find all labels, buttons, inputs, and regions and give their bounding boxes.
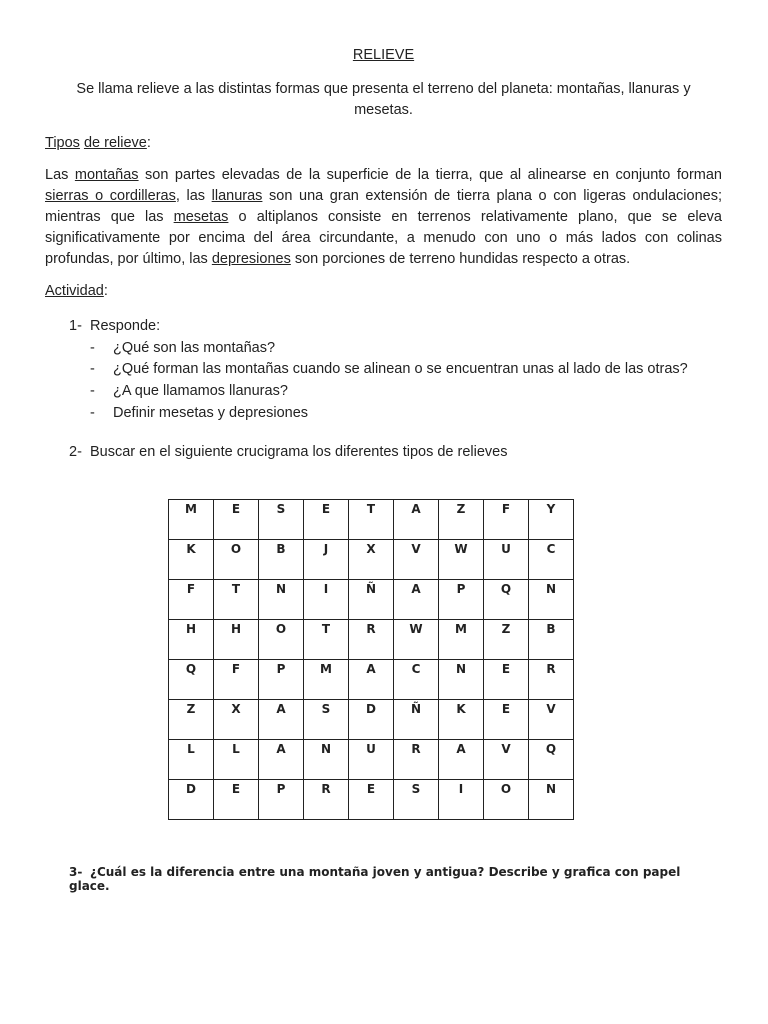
grid-cell: W — [394, 620, 439, 660]
de-relieve-word: de relieve — [83, 135, 147, 151]
tipos-heading — [45, 135, 151, 151]
grid-cell: A — [394, 580, 439, 620]
grid-cell: H — [169, 620, 214, 660]
grid-cell: M — [169, 500, 214, 540]
list-item — [69, 403, 719, 425]
grid-cell: N — [529, 580, 574, 620]
grid-cell: O — [259, 620, 304, 660]
grid-cell: A — [259, 700, 304, 740]
grid-cell: Q — [529, 740, 574, 780]
grid-row — [169, 500, 574, 540]
grid-cell: H — [214, 620, 259, 660]
question-3 — [69, 865, 719, 893]
grid-cell: P — [439, 580, 484, 620]
grid-cell: A — [394, 500, 439, 540]
grid-cell: C — [529, 540, 574, 580]
grid-cell: Z — [439, 500, 484, 540]
dash-bullet: - — [90, 361, 95, 378]
grid-cell: N — [259, 580, 304, 620]
grid-cell: V — [484, 740, 529, 780]
grid-cell: B — [529, 620, 574, 660]
grid-cell: F — [214, 660, 259, 700]
grid-cell: Z — [169, 700, 214, 740]
grid-cell: S — [259, 500, 304, 540]
actividad-word: Actividad — [45, 283, 104, 299]
question-label: Buscar en el siguiente crucigrama los diferentes tipos de relieves — [90, 444, 508, 460]
grid-cell: P — [259, 660, 304, 700]
term-sierras: sierras o cordilleras — [45, 188, 176, 204]
grid-cell: K — [439, 700, 484, 740]
question-2 — [69, 444, 719, 460]
grid-cell: F — [484, 500, 529, 540]
grid-cell: R — [529, 660, 574, 700]
grid-cell: I — [439, 780, 484, 820]
grid-cell: F — [169, 580, 214, 620]
question-1 — [69, 316, 719, 425]
grid-cell: N — [529, 780, 574, 820]
grid-cell: U — [349, 740, 394, 780]
grid-cell: J — [304, 540, 349, 580]
grid-cell: S — [304, 700, 349, 740]
grid-cell: V — [529, 700, 574, 740]
list-item-text: ¿A que llamamos llanuras? — [113, 383, 288, 400]
question-number: 2- — [69, 444, 82, 460]
grid-cell: N — [439, 660, 484, 700]
dash-bullet: - — [90, 404, 95, 421]
paragraph-text: Las — [45, 167, 75, 183]
grid-cell: X — [349, 540, 394, 580]
grid-cell: C — [394, 660, 439, 700]
grid-cell: E — [214, 780, 259, 820]
grid-cell: Ñ — [394, 700, 439, 740]
grid-cell: Ñ — [349, 580, 394, 620]
paragraph-text: son porciones de terreno hundidas respecto a otras. — [290, 251, 631, 267]
grid-cell: T — [214, 580, 259, 620]
grid-row — [169, 740, 574, 780]
grid-cell: D — [349, 700, 394, 740]
actividad-colon: : — [103, 283, 108, 299]
grid-row — [169, 700, 574, 740]
grid-cell: Z — [484, 620, 529, 660]
grid-cell: K — [169, 540, 214, 580]
tipos-word: Tipos — [45, 135, 80, 151]
grid-cell: E — [484, 700, 529, 740]
word-search-grid — [168, 499, 574, 820]
paragraph-text: , las — [175, 188, 212, 204]
grid-cell: E — [484, 660, 529, 700]
grid-cell: P — [259, 780, 304, 820]
grid-cell: L — [169, 740, 214, 780]
grid-cell: E — [349, 780, 394, 820]
list-item-text: ¿Qué forman las montañas cuando se alinean o se encuentran unas al lado de las otras? — [113, 361, 688, 378]
term-mesetas: mesetas — [173, 209, 229, 225]
grid-cell: T — [349, 500, 394, 540]
question-number: 1- — [69, 318, 82, 334]
term-llanuras: llanuras — [211, 188, 263, 204]
grid-row — [169, 540, 574, 580]
grid-cell: M — [304, 660, 349, 700]
question-1-header — [69, 316, 719, 338]
question-label: ¿Cuál es la diferencia entre una montaña joven y antigua? Describe y grafica con papel glace. — [69, 865, 681, 893]
grid-cell: N — [304, 740, 349, 780]
paragraph-text: o altiplanos consiste en terrenos relativamente plano, que se eleva significativamente por encima del área circundante, a menudo con uno o más lados con colinas profundas, por último, las — [45, 209, 722, 267]
grid-cell: Q — [484, 580, 529, 620]
grid-cell: D — [169, 780, 214, 820]
paragraph-text: son una gran extensión de tierra plana o con ligeras ondulaciones; mientras que las — [45, 188, 722, 225]
term-depresiones: depresiones — [211, 251, 291, 267]
question-label: Responde: — [90, 318, 161, 334]
grid-cell: O — [214, 540, 259, 580]
grid-cell: S — [394, 780, 439, 820]
grid-cell: Y — [529, 500, 574, 540]
actividad-heading — [45, 283, 108, 299]
grid-cell: O — [484, 780, 529, 820]
grid-cell: V — [394, 540, 439, 580]
grid-row — [169, 780, 574, 820]
grid-cell: E — [214, 500, 259, 540]
grid-cell: R — [349, 620, 394, 660]
grid-row — [169, 620, 574, 660]
grid-row — [169, 580, 574, 620]
list-item — [69, 359, 719, 381]
paragraph-text: son partes elevadas de la superficie de la tierra, que al alinearse en conjunto forman — [138, 167, 722, 183]
grid-row — [169, 660, 574, 700]
question-number: 3- — [69, 865, 83, 879]
grid-cell: M — [439, 620, 484, 660]
grid-cell: L — [214, 740, 259, 780]
grid-cell: I — [304, 580, 349, 620]
grid-cell: E — [304, 500, 349, 540]
list-item — [69, 338, 719, 360]
grid-cell: U — [484, 540, 529, 580]
list-item — [69, 381, 719, 403]
dash-bullet: - — [90, 383, 95, 400]
grid-cell: A — [259, 740, 304, 780]
grid-cell: R — [394, 740, 439, 780]
term-montanas: montañas — [74, 167, 139, 183]
grid-cell: A — [349, 660, 394, 700]
grid-cell: W — [439, 540, 484, 580]
grid-cell: X — [214, 700, 259, 740]
intro-text: Se llama relieve a las distintas formas que presenta el terreno del planeta: montañas, llanuras y mesetas. — [76, 81, 691, 118]
list-item-text: Definir mesetas y depresiones — [113, 404, 309, 421]
tipos-colon: : — [146, 135, 151, 151]
dash-bullet: - — [90, 339, 95, 356]
grid-cell: A — [439, 740, 484, 780]
page-title: RELIEVE — [352, 47, 415, 63]
grid-cell: B — [259, 540, 304, 580]
relieve-paragraph — [45, 165, 722, 270]
grid-cell: Q — [169, 660, 214, 700]
grid-cell: R — [304, 780, 349, 820]
grid-cell: T — [304, 620, 349, 660]
list-item-text: ¿Qué son las montañas? — [113, 339, 276, 356]
